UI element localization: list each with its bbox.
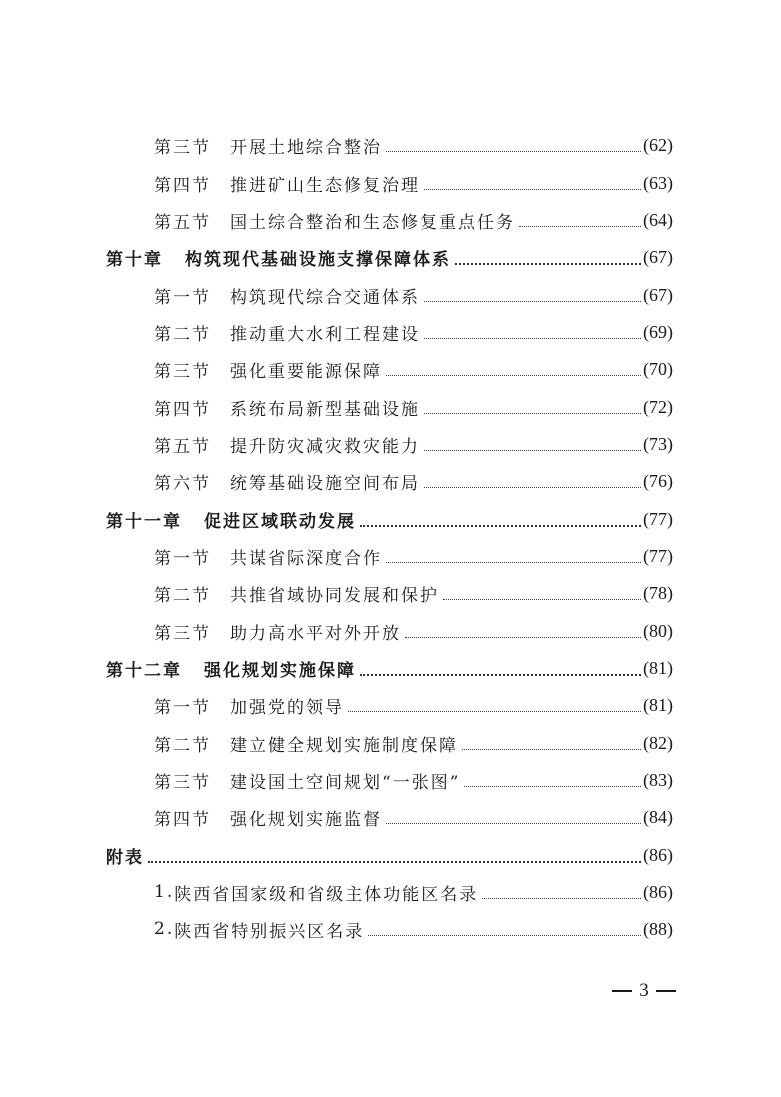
toc-entry-number: 1. [154, 882, 175, 902]
toc-entry-page: (67) [643, 284, 673, 305]
toc-entry-title: 强化规划实施监督 [230, 809, 382, 830]
toc-entry-title: 建设国土空间规划“一张图” [230, 772, 461, 793]
toc-entry-title: 提升防灾减灾救灾能力 [230, 436, 420, 457]
toc-entry-page: (82) [643, 732, 673, 753]
dot-leader [519, 225, 641, 227]
toc-entry-page: (64) [643, 209, 673, 230]
toc-entry-title: 构筑现代综合交通体系 [230, 287, 420, 308]
toc-entry-number: 2. [154, 919, 175, 939]
dot-leader [368, 934, 641, 936]
toc-entry-page: (83) [643, 769, 673, 790]
dot-leader [462, 748, 641, 750]
toc-entry[interactable] [154, 914, 673, 944]
dot-leader [148, 860, 641, 863]
page-footer [612, 978, 676, 1004]
toc-entry-title: 共谋省际深度合作 [230, 548, 382, 569]
toc-entry-page: (80) [643, 620, 673, 641]
toc-entry[interactable] [154, 280, 673, 310]
dot-leader [348, 710, 641, 712]
toc-chapter-number: 第十一章 [106, 511, 182, 532]
dot-leader [405, 636, 641, 638]
toc-entry-title: 共推省域协同发展和保护 [230, 585, 439, 606]
toc-chapter-number: 第十二章 [106, 660, 182, 681]
toc-entry-title: 推进矿山生态修复治理 [230, 175, 420, 196]
toc-entry-page: (70) [643, 358, 673, 379]
toc-entry-page: (63) [643, 172, 673, 193]
footer-dash-left [612, 990, 632, 992]
dot-leader [386, 561, 641, 563]
toc-entry-number: 第一节 [154, 287, 211, 308]
toc-entry-title: 陕西省特别振兴区名录 [174, 921, 365, 942]
toc-entry-number: 第四节 [154, 175, 211, 196]
toc-entry[interactable] [154, 429, 673, 459]
toc-entry-number: 第三节 [154, 361, 211, 382]
toc-entry[interactable] [154, 466, 673, 496]
dot-leader [464, 785, 641, 787]
toc-entry[interactable] [154, 802, 673, 832]
toc-entry-title: 加强党的领导 [230, 697, 344, 718]
toc-entry-page: (77) [643, 545, 673, 566]
toc-entry-number: 第三节 [154, 137, 211, 158]
toc-entry-title: 开展土地综合整治 [230, 137, 382, 158]
toc-entry-title: 统筹基础设施空间布局 [230, 473, 420, 494]
toc-chapter-page: (81) [643, 657, 673, 678]
toc-chapter-title: 强化规划实施保障 [204, 660, 356, 681]
footer-dash-right [656, 990, 676, 992]
toc-entry-page: (72) [643, 396, 673, 417]
toc-entry-number: 第五节 [154, 212, 211, 233]
dot-leader [386, 150, 641, 152]
dot-leader [424, 300, 641, 302]
toc-entry-page: (84) [643, 806, 673, 827]
toc-entry[interactable] [154, 392, 673, 422]
toc-entry-page: (86) [643, 881, 673, 902]
toc-entry-number: 第五节 [154, 436, 211, 457]
toc-entry-number: 第三节 [154, 772, 211, 793]
toc-entry[interactable] [154, 541, 673, 571]
toc-entry[interactable] [154, 877, 673, 907]
toc-entry-number: 第一节 [154, 697, 211, 718]
toc-chapter[interactable] [106, 653, 673, 683]
toc-entry-title: 强化重要能源保障 [230, 361, 382, 382]
toc-entry-title: 陕西省国家级和省级主体功能区名录 [174, 884, 479, 905]
toc-entry[interactable] [154, 168, 673, 198]
toc-chapter-page: (77) [643, 508, 673, 529]
toc-entry[interactable] [154, 354, 673, 384]
page-number: 3 [639, 980, 649, 1001]
toc-entry-number: 第四节 [154, 399, 211, 420]
toc-appendix-label: 附表 [106, 847, 144, 868]
toc-entry-number: 第四节 [154, 809, 211, 830]
dot-leader [455, 262, 641, 265]
dot-leader [360, 673, 641, 676]
toc-entry-title: 助力高水平对外开放 [230, 623, 401, 644]
toc-entry-page: (78) [643, 582, 673, 603]
toc-entry-number: 第二节 [154, 735, 211, 756]
toc-entry-page: (69) [643, 321, 673, 342]
toc-entry[interactable] [154, 616, 673, 646]
toc-entry-page: (88) [643, 918, 673, 939]
toc-appendix[interactable] [106, 840, 673, 870]
toc-entry-page: (76) [643, 470, 673, 491]
toc-entry-page: (73) [643, 433, 673, 454]
toc-entry-number: 第一节 [154, 548, 211, 569]
toc-entry-title: 建立健全规划实施制度保障 [230, 735, 458, 756]
dot-leader [424, 412, 641, 414]
toc-chapter[interactable] [106, 504, 673, 534]
toc-entry-title: 推动重大水利工程建设 [230, 324, 420, 345]
dot-leader [424, 486, 641, 488]
toc-entry[interactable] [154, 728, 673, 758]
toc-entry-title: 系统布局新型基础设施 [230, 399, 420, 420]
dot-leader [386, 822, 641, 824]
toc-entry[interactable] [154, 317, 673, 347]
toc-chapter-title: 构筑现代基础设施支撑保障体系 [185, 249, 451, 270]
toc-chapter-number: 第十章 [106, 249, 163, 270]
toc-entry[interactable] [154, 130, 673, 160]
toc-entry-title: 国土综合整治和生态修复重点任务 [230, 212, 515, 233]
toc-entry-page: (62) [643, 134, 673, 155]
dot-leader [443, 598, 641, 600]
toc-entry-number: 第六节 [154, 473, 211, 494]
dot-leader [386, 374, 641, 376]
dot-leader [482, 897, 641, 899]
toc-appendix-page: (86) [643, 844, 673, 865]
dot-leader [424, 449, 641, 451]
dot-leader [424, 337, 641, 339]
toc-chapter[interactable] [106, 242, 673, 272]
toc-entry[interactable] [154, 205, 673, 235]
toc-entry[interactable] [154, 690, 673, 720]
toc-entry-number: 第二节 [154, 324, 211, 345]
dot-leader [360, 524, 641, 527]
dot-leader [424, 188, 641, 190]
toc-entry-number: 第三节 [154, 623, 211, 644]
toc-chapter-title: 促进区域联动发展 [204, 511, 356, 532]
toc-entry[interactable] [154, 578, 673, 608]
toc-entry-number: 第二节 [154, 585, 211, 606]
toc-chapter-page: (67) [643, 246, 673, 267]
toc-entry[interactable] [154, 765, 673, 795]
toc-entry-page: (81) [643, 694, 673, 715]
